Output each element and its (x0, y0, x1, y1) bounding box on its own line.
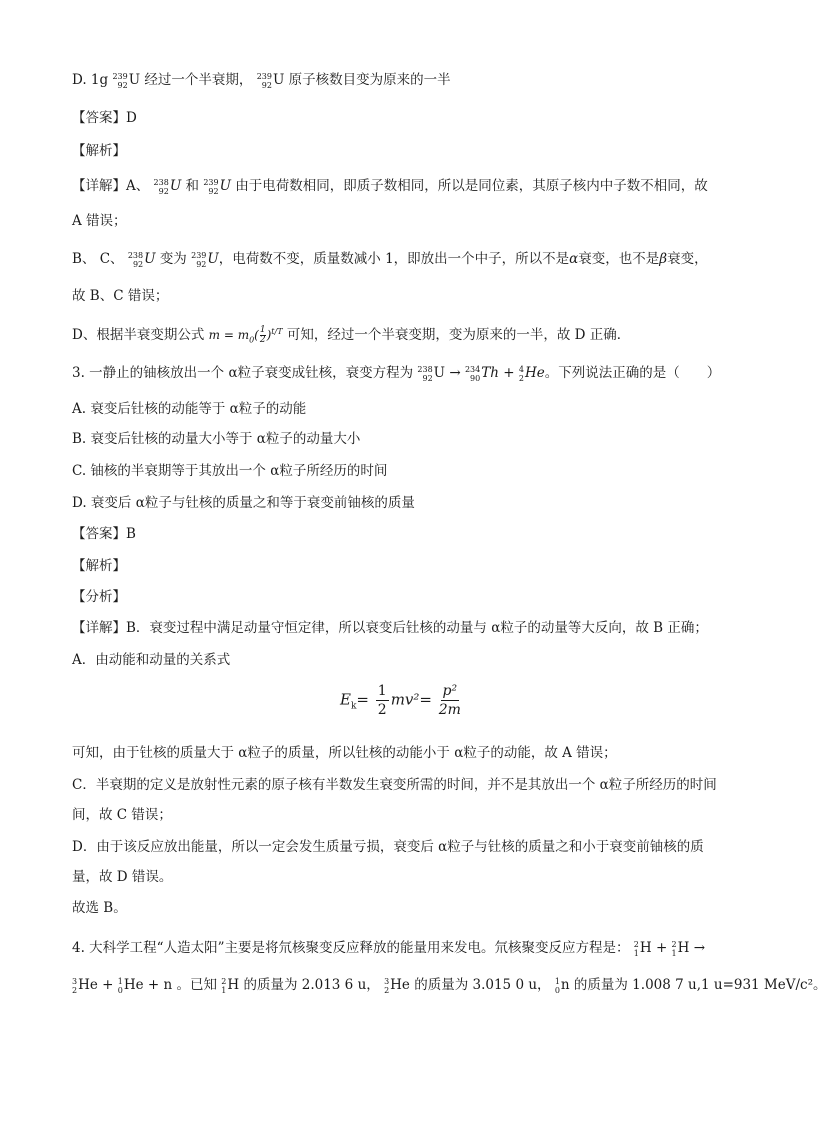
q3-answer: 【答案】B (72, 526, 136, 542)
q4-line1-prefix: 4. 大科学工程“人造太阳”主要是将氘核聚变反应释放的能量用来发电。氘核聚变反应方程是： (72, 940, 630, 956)
q3-option-d: D. 衰变后 α粒子与钍核的质量之和等于衰变前铀核的质量 (72, 495, 415, 511)
nuclide-th234: 234 90 (464, 364, 481, 383)
nuclide-u239-3: 239 92 (203, 177, 219, 196)
q2-bc-beta: β (659, 251, 668, 267)
formula-ek-sub: k (350, 701, 357, 712)
q2-answer: 【答案】D (72, 110, 137, 126)
q2-bc-prefix: B、 C、 (72, 251, 124, 267)
formula-mv: mv²= (390, 690, 432, 709)
q3-stem: 3. 一静止的铀核放出一个 α粒子衰变成钍核，衰变方程为 238 92 U → 234 90 Th + 4 2 He。下列说法正确的是（ ） (72, 364, 721, 383)
nuclide-n1-b: 1 0 (554, 976, 560, 995)
q3-detail-c2: 间，故 C 错误； (72, 807, 172, 823)
q3-detail-d1: D．由于该反应放出能量，所以一定会发生质量亏损，衰变后 α粒子与钍核的质量之和小于衰变前铀核的质 (72, 839, 704, 855)
formula-half: $\frac{1}{2}$ (377, 683, 387, 718)
kinetic-energy-formula: $E_k=$ $\frac{1}{2}$ mv²= $\frac{\text{p²}}{2m}$ (340, 683, 461, 718)
q3-detail-c1: C．半衰期的定义是放射性元素的原子核有半数发生衰变所需的时间，并不是其放出一个 α粒子所经历的时间 (72, 777, 717, 793)
q3-detail-a2: 可知，由于钍核的质量大于 α粒子的质量，所以钍核的动能小于 α粒子的动能，故 A 错误； (72, 745, 617, 761)
nuclide-h2-b: 2 1 (671, 939, 677, 958)
formula-ek: E (340, 690, 351, 709)
q3-stem-prefix: 3. 一静止的铀核放出一个 α粒子衰变成钍核，衰变方程为 (72, 365, 414, 381)
q3-conclusion: 故选 B。 (72, 900, 127, 916)
q2-detail-rest: 由于电荷数相同，即质子数相同，所以是同位素，其原子核内中子数不相同，故 (235, 178, 708, 194)
q2-bc-rest1: ，电荷数不变，质量数减小 1，即放出一个中子，所以不是 (218, 251, 570, 267)
nuclide-h2-c: 2 1 (221, 976, 227, 995)
q4-line2-eq-end: He + n 。已知 (123, 977, 217, 993)
q2-bc: B、 C、 238 92 U 变为 239 92 U，电荷数不变，质量数减小 1，即放出一个中子，所以不是α衰变，也不是β衰变， (72, 250, 708, 269)
q2-bc-rest3: 衰变， (667, 251, 708, 267)
nuclide-h2: 2 1 (633, 939, 639, 958)
nuclide-u238: 238 92 (153, 177, 169, 196)
q3-analysis: 【解析】 (72, 558, 126, 574)
q3-detail-b: 【详解】B．衰变过程中满足动量守恒定律，所以衰变后钍核的动量与 α粒子的动量等大反向，故 B 正确； (72, 620, 708, 636)
half-life-formula: $m = m_0$( $\frac{1}{2}$ )$^{t/T}$ (208, 325, 283, 345)
q3-detail-a1: A．由动能和动量的关系式 (72, 652, 231, 668)
nuclide-he3: 3 2 (72, 976, 78, 995)
q2-analysis: 【解析】 (72, 143, 126, 159)
q3-option-b: B. 衰变后钍核的动量大小等于 α粒子的动量大小 (72, 431, 361, 447)
q2-bc-mid: 变为 (159, 251, 187, 267)
nuclide-u238-2: 238 92 (127, 250, 144, 269)
q2-detail-and: 和 (185, 178, 200, 194)
q2-bc-end: 故 B、C 错误； (72, 288, 169, 304)
q2-optd-mid: 经过一个半衰期， (144, 72, 253, 88)
q2-optd-prefix: D. 1g (72, 72, 109, 88)
nuclide-u239-4: 239 92 (191, 250, 207, 269)
q2-d (72, 322, 630, 350)
q2-d-prefix: D、根据半衰变期公式 (72, 327, 205, 343)
nuclide-u239-2: 239 92 (256, 71, 272, 90)
q2-optd-tail: 原子核数目变为原来的一半 (288, 72, 451, 88)
nuclide-u239: 239 92 (112, 71, 128, 90)
q2-bc-alpha: α (569, 251, 579, 267)
q2-detail: 【详解】A、 238 92 U 和 239 92 U 由于电荷数相同，即质子数相同，所以是同位素，其原子核内中子数不相同，故 (72, 177, 708, 196)
nuclide-n1: 1 0 (117, 976, 123, 995)
q3-stem-suffix: 。下列说法正确的是（ ） (544, 365, 721, 381)
q2-bc-rest2: 衰变，也不是 (578, 251, 660, 267)
q2-detail-prefix: 【详解】A、 (72, 178, 150, 194)
q4-line2: 3 2 He + 1 0 He + n 。已知 2 1 H 的质量为 2.013 6 u， 3 2 He 的质量为 3.015 0 u， 1 0 n 的质量为 1.008 7 u,1 u=931 MeV/c²。 (72, 976, 827, 995)
formula-p-over-2m (439, 682, 461, 719)
formula-2m: 2m (438, 702, 461, 718)
nuclide-u238-3: 238 92 (417, 364, 433, 383)
nuclide-he4: 4 2 (518, 364, 524, 383)
formula-p: p² (442, 683, 458, 699)
nuclide-he3-b: 3 2 (384, 976, 390, 995)
q2-detail-a-end: A 错误； (72, 213, 127, 229)
q3-detail-d2: 量，故 D 错误。 (72, 869, 173, 885)
q4-line2-he: He 的质量为 3.015 0 u， (390, 977, 551, 993)
q3-option-c: C. 铀核的半衰期等于其放出一个 α粒子所经历的时间 (72, 463, 388, 479)
q4-line2-h: H 的质量为 2.013 6 u， (227, 977, 380, 993)
q4-line2-n: n 的质量为 1.008 7 u,1 u=931 MeV/c²。 (560, 977, 827, 993)
q4-line1: 4. 大科学工程“人造太阳”主要是将氘核聚变反应释放的能量用来发电。氘核聚变反应方程是： 2 1 H + 2 1 H → (72, 939, 706, 958)
q3-fenxi: 【分析】 (72, 589, 126, 605)
q3-option-a: A. 衰变后钍核的动能等于 α粒子的动能 (72, 401, 307, 417)
q2-option-d: D. 1g 239 92 U 经过一个半衰期， 239 92 U 原子核数目变为原来的一半 (72, 71, 451, 90)
q2-d-rest: 可知，经过一个半衰变期，变为原来的一半，故 D 正确． (286, 327, 631, 343)
